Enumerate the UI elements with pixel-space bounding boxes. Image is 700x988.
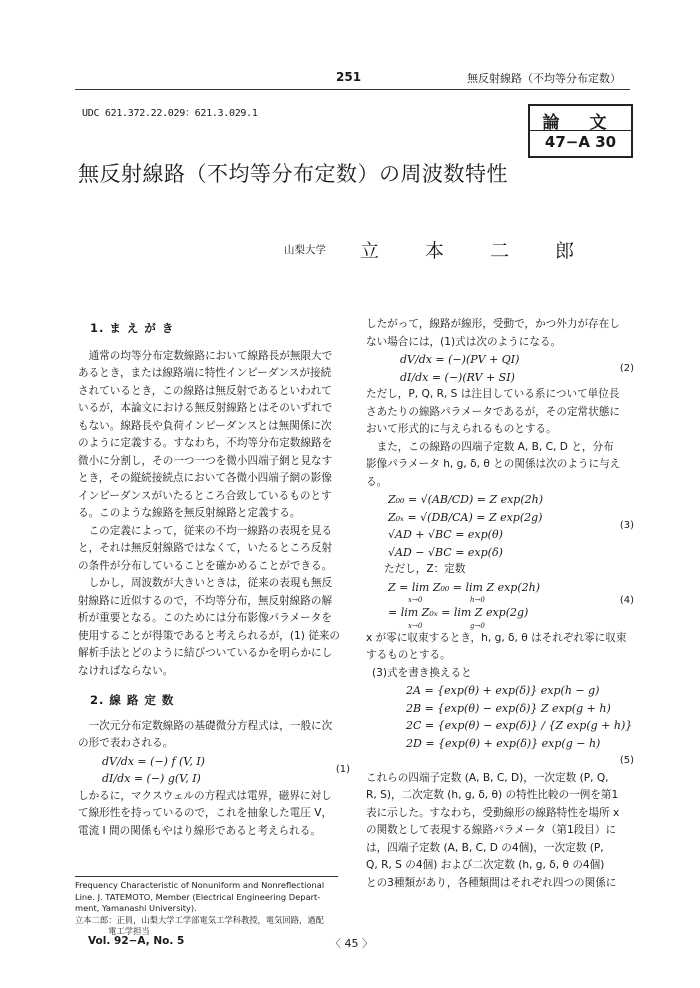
equation-line: Z = lim Z₀₀ = lim Z exp(2h) [388, 580, 541, 594]
equation-line: 2A = {exp(θ) + exp(δ)} exp(h − g) [406, 684, 600, 697]
text-line: 解析手法とどのように結びついているかを明らかにし [78, 647, 333, 659]
limit-subscript: h→0 [470, 596, 485, 604]
text-line: また，この線路の四端子定数 A, B, C, D と，分布 [376, 440, 614, 453]
text-line: しかるに，マクスウェルの方程式は電界，磁界に対し [78, 789, 332, 802]
paragraph-r3 [366, 439, 634, 492]
text-line: 通常の均等分布定数線路において線路長が無限大で [88, 349, 333, 362]
equation-number: (4) [619, 595, 634, 606]
equation-4 [366, 579, 634, 630]
equation-number: (3) [619, 520, 634, 531]
author-affiliation: 山梨大学 [284, 244, 326, 256]
text-line: との3種類があり，各種類間はそれぞれ四つの関係に [366, 876, 617, 889]
footnote-line: 立本二郎：正員，山梨大学工学部電気工学科教授，電気回路，過配 [75, 914, 324, 925]
equation-line: dI/dx = (−)(RV + SI) [400, 370, 515, 384]
footnote-line: Line. J. TATEMOTO, Member (Electrical Engineering Depart- [75, 891, 321, 902]
equation-line: dV/dx = (−)(PV + QI) [400, 353, 520, 366]
text-line: これらの四端子定数 (A, B, C, D)，一次定数 (P, Q, [366, 771, 609, 784]
text-line: は，四端子定数 (A, B, C, D の4個)，一次定数 (P, [366, 841, 604, 854]
equation-number: (1) [335, 764, 350, 775]
limit-subscripts [388, 622, 634, 630]
paragraph-r2 [366, 386, 634, 439]
equation-3 [366, 491, 634, 561]
paragraph-r6 [366, 770, 634, 893]
text-line: 電流 I 間の関係もやはり線形であると考えられる。 [78, 824, 321, 837]
section-1-title: 1. ま え が き [90, 321, 175, 335]
text-line: 使用することが得策であると考えられるが，(1) 従来の [78, 629, 341, 642]
footnote-rule [75, 876, 338, 877]
right-column [366, 316, 634, 892]
paragraph-3 [78, 575, 350, 680]
section-2-title: 2. 線 路 定 数 [90, 693, 175, 707]
header-rule [75, 89, 630, 90]
limit-subscript: x→0 [408, 596, 423, 604]
text-line: インピーダンスがいたるところ合致しているものとす [78, 489, 332, 502]
limit-subscripts [388, 596, 634, 604]
text-line: この定義によって，従来の不均一線路の表現を見る [88, 524, 333, 537]
author-name: 立 本 二 郎 [360, 240, 595, 262]
equation-line: dI/dx = (−) g(V, I) [102, 772, 201, 785]
text-line: の条件が分布していることを確かめることができる。 [78, 559, 333, 572]
footnote-line: ment, Yamanashi University). [75, 903, 197, 913]
paragraph-4 [78, 718, 350, 753]
footnote [75, 880, 340, 938]
paragraph-5 [78, 788, 350, 841]
paper-title: 無反射線路（不均等分布定数）の周波数特性 [78, 162, 508, 186]
paragraph-r4 [366, 630, 634, 665]
equation-line: Z₀ₓ = √(DB/CA) = Z exp(2g) [388, 510, 543, 524]
page-number: 251 [336, 70, 362, 84]
footnote-line: Frequency Characteristic of Nonuniform and Nonreflectional [75, 880, 325, 890]
equation-1 [78, 753, 350, 788]
text-line: 一次元分布定数線路の基礎微分方程式は，一般に次 [88, 719, 333, 732]
text-line: のように定義する。すなわち，不均等分布定数線路を [78, 437, 333, 449]
equation-5 [366, 682, 634, 770]
text-line: Q, R, S の4個) および二次定数 (h, g, δ, θ の4個) [366, 859, 605, 871]
text-line: おいて形式的に与えられるものとする。 [366, 423, 557, 435]
paragraph-1 [78, 348, 350, 523]
equation-line: = lim Z₀ₓ = lim Z exp(2g) [388, 606, 529, 619]
equation-line: Z₀₀ = √(AB/CD) = Z exp(2h) [388, 493, 544, 506]
text-line: 表に示した。すなわち，受動線形の線路特性を場所 x [366, 806, 620, 819]
text-line: る。 [366, 475, 388, 488]
text-line: さあたりの線路パラメータであるが，その定常状態に [366, 405, 620, 418]
text-line: (3)式を書き換えると [372, 666, 472, 679]
text-line: とき，その縦続接続点において各微小四端子網の影像 [78, 472, 332, 484]
text-line: R, S)，二次定数 (h, g, δ, θ) の特性比較の一例を第1 [366, 789, 619, 801]
text-line: されているとき，この線路は無反射であるといわれて [78, 384, 332, 397]
badge-number: 47−A 30 [544, 133, 617, 151]
text-line: 微小に分割し，その一つ一つを微小四端子網と見なす [78, 454, 333, 467]
text-line: ただし，P, Q, R, S は注目している系について単位長 [366, 388, 620, 400]
equation-2 [366, 351, 634, 386]
text-line: て線形性を持っているので，これを抽象した電圧 V， [78, 807, 333, 819]
equation-line: 2C = {exp(θ) − exp(δ)} / {Z exp(g + h)} [406, 719, 633, 732]
limit-subscript: x→0 [408, 621, 423, 630]
text-line: 影像パラメータ h, g, δ, θ との関係は次のように与え [366, 458, 621, 470]
badge-label: 論 文 [530, 108, 631, 131]
limit-subscript: g→0 [470, 621, 485, 630]
equation-line: 2B = {exp(θ) − exp(δ)} Z exp(g + h) [406, 701, 611, 715]
running-title: 無反射線路（不均等分布定数） [467, 72, 621, 85]
where-clause: ただし，Z：定数 [384, 563, 466, 575]
paragraph-r1 [366, 316, 634, 351]
paper-badge [528, 104, 633, 158]
text-line: なければならない。 [78, 664, 174, 677]
text-line: もない。線路長や負荷インピーダンスとは無関係に次 [78, 419, 332, 432]
text-line: しかし，周波数が大きいときは，従来の表現も無反 [88, 577, 333, 589]
left-column [78, 320, 350, 840]
text-line: の形で表わされる。 [78, 737, 174, 749]
equation-line: √AD − √BC = exp(δ) [388, 545, 503, 559]
equation-line: dV/dx = (−) f (V, I) [102, 754, 205, 768]
paragraph-2 [78, 523, 350, 576]
text-line: る。このような線路を無反射線路と定義する。 [78, 507, 301, 519]
text-line: あるとき，または線路端に特性インピーダンスが接続 [78, 367, 332, 379]
text-line: するものとする。 [366, 649, 451, 661]
text-line: したがって，線路が線形，受動で，かつ外力が存在し [366, 318, 620, 330]
footer-page-number: 〈 45 〉 [330, 937, 373, 950]
footnote-line: 電工学担当 [75, 926, 150, 936]
text-line: 析が重要となる。このためには分布影像パラメータを [78, 612, 332, 624]
text-line: 射線路に近似するので，不均等分布，無反射線路の解 [78, 594, 333, 607]
text-line: x が零に収束するとき，h, g, δ, θ はそれぞれ零に収束 [366, 631, 627, 644]
volume-info: Vol. 92−A, No. 5 [88, 935, 185, 947]
text-line: ない場合には，(1)式は次のようになる。 [366, 335, 562, 348]
equation-line: 2D = {exp(θ) + exp(δ)} exp(g − h) [406, 736, 601, 750]
equation-number: (5) [619, 755, 634, 766]
text-line: いるが，本論文における無反射線路とはそのいずれで [78, 402, 333, 414]
text-line: の関数として表現する線路パラメータ（第1段目）に [366, 824, 617, 836]
equation-line: √AD + √BC = exp(θ) [388, 528, 503, 541]
equation-number: (2) [619, 362, 634, 374]
udc-code: UDC 621.372.22.029：621.3.029.1 [82, 108, 258, 119]
text-line: と，それは無反射線路ではなくて，いたるところ反射 [78, 542, 333, 554]
